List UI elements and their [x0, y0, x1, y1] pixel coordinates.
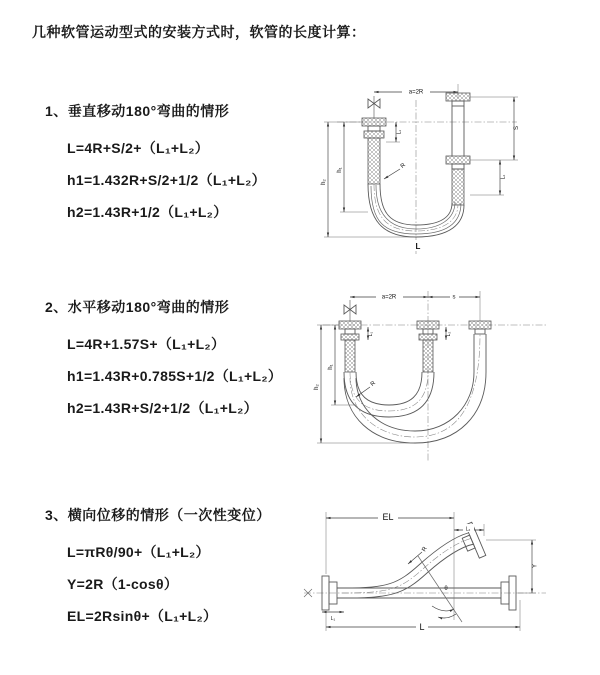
radius-label: R	[399, 162, 407, 170]
braided-hose-section	[345, 340, 355, 372]
section-heading: 1、垂直移动180°弯曲的情形	[45, 103, 230, 119]
section-heading: 3、横向位移的情形（一次性变位）	[45, 507, 271, 523]
radius-label: R	[421, 546, 429, 553]
dim-label-l1: L₁	[368, 331, 374, 337]
left-pipe-assembly	[339, 321, 361, 372]
braided-hose-section	[423, 340, 433, 372]
section-lateral-displacement	[45, 504, 271, 632]
section-horizontal-motion	[45, 296, 282, 424]
angle-label: θ	[444, 586, 448, 592]
diagram-lateral-displacement	[296, 500, 566, 640]
page-title: 几种软管运动型式的安装方式时，软管的长度计算：	[32, 24, 366, 40]
right-pipe-assembly	[446, 93, 470, 205]
section-vertical-motion	[45, 100, 266, 228]
dim-label-length: L	[419, 622, 425, 632]
angle-construction-line	[418, 556, 462, 622]
section-heading: 2、水平移动180°弯曲的情形	[45, 299, 230, 315]
dim-label-l1: L₁	[396, 129, 403, 135]
dim-label-h2: h₂	[321, 179, 327, 185]
formula-line: h2=1.43R+S/2+1/2（L₁+L₂）	[67, 400, 258, 416]
u-bend-original	[344, 372, 434, 417]
dim-label-h1: h₁	[328, 364, 334, 370]
diagram-horizontal-180-bend	[308, 283, 558, 468]
length-label: L	[415, 242, 421, 251]
displaced-pipe-assembly	[469, 321, 491, 334]
formula-line: L=πRθ/90+（L₁+L₂）	[67, 544, 210, 560]
formula-line: h2=1.43R+1/2（L₁+L₂）	[67, 204, 228, 220]
dim-label-el: EL	[382, 512, 394, 522]
dim-label-l2: L₂	[465, 526, 471, 533]
dim-label-span: a=2R	[381, 294, 397, 301]
left-pipe-assembly	[362, 118, 386, 184]
diagram-vertical-180-bend	[312, 72, 552, 262]
braided-hose-section	[452, 169, 464, 205]
formula-line: L=4R+1.57S+（L₁+L₂）	[67, 336, 226, 352]
dim-label-l2: L₂	[500, 174, 507, 180]
u-bend-displaced	[344, 331, 486, 443]
dim-label-travel: S	[514, 125, 520, 131]
formula-line: h1=1.432R+S/2+1/2（L₁+L₂）	[67, 172, 266, 188]
dim-label-h1: h₁	[337, 167, 343, 173]
dim-label-l1: L₁	[330, 616, 336, 622]
braided-hose-section	[368, 138, 380, 184]
formula-line: EL=2Rsinθ+（L₁+L₂）	[67, 608, 218, 624]
formula-line: h1=1.43R+0.785S+1/2（L₁+L₂）	[67, 368, 283, 384]
dim-label-span: a=2R	[408, 89, 424, 96]
middle-pipe-assembly	[417, 321, 439, 372]
dim-label-h2: h₂	[314, 384, 320, 390]
formula-line: L=4R+S/2+（L₁+L₂）	[67, 140, 210, 156]
radius-label: R	[369, 380, 377, 388]
dim-label-y: Y	[532, 563, 539, 569]
formula-line: Y=2R（1-cosθ）	[67, 576, 179, 592]
dim-label-travel: s	[452, 294, 456, 301]
dim-label-l2: L₂	[446, 331, 452, 337]
